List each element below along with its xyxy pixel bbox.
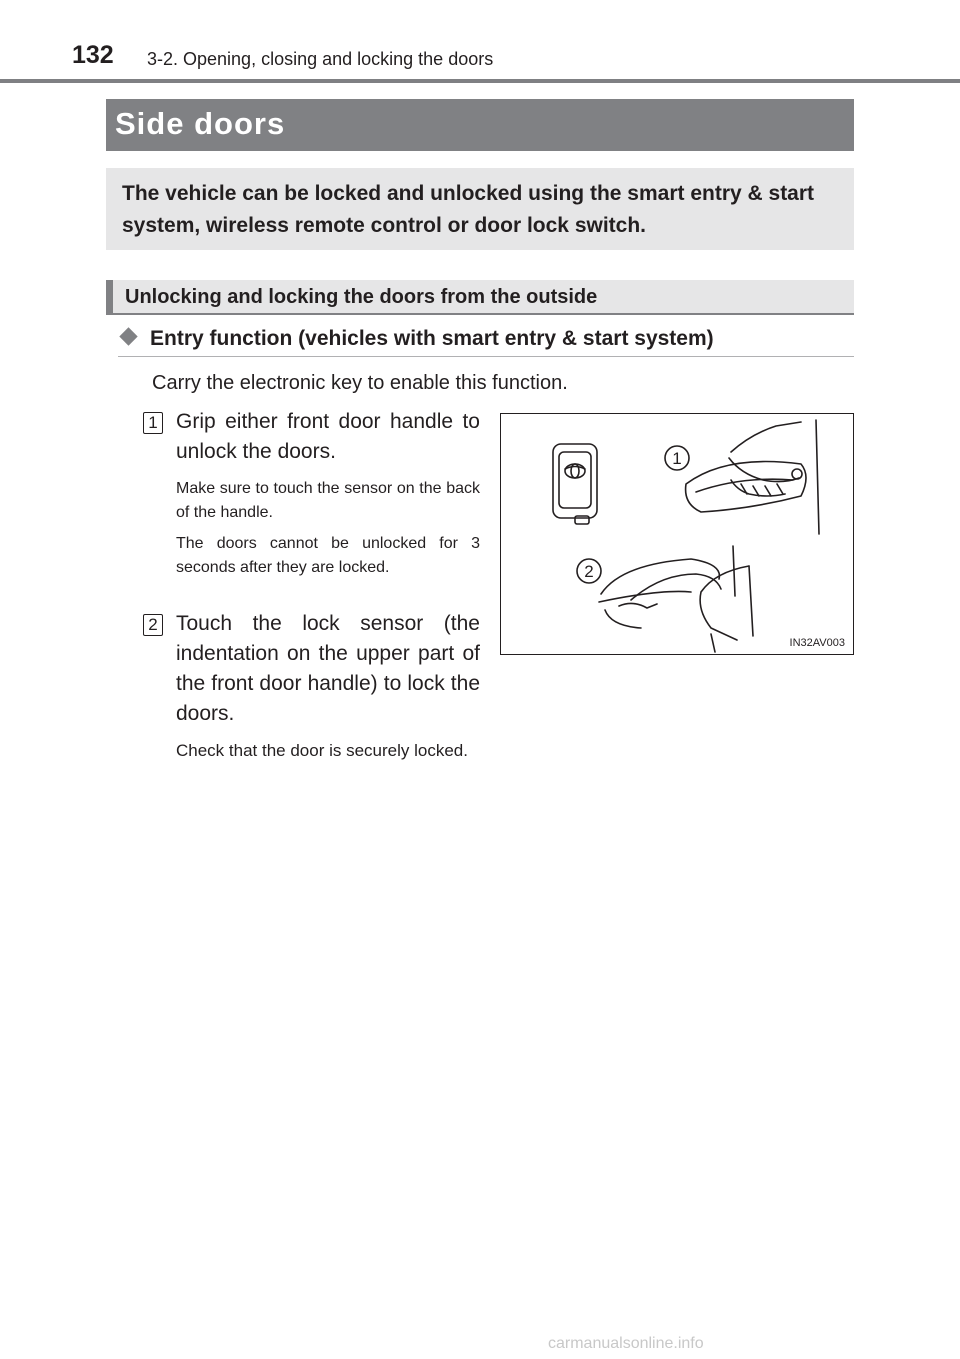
section-heading: Unlocking and locking the doors from the outside <box>125 286 598 308</box>
page-title: Side doors <box>115 106 286 141</box>
section-accent <box>106 280 113 313</box>
page-header <box>0 0 960 84</box>
step-2-note: Check that the door is securely locked. <box>176 741 468 760</box>
chapter-title: 3-2. Opening, closing and locking the doors <box>147 49 494 69</box>
header-divider <box>0 79 960 83</box>
page-number: 132 <box>72 41 114 69</box>
front-door-handle-grip <box>686 420 819 534</box>
step-1-text: Grip either front door handle to unlock the doors. <box>176 410 480 463</box>
step-1-note-1: Make sure to touch the sensor on the back of the handle. <box>176 480 480 521</box>
illustration-code: IN32AV003 <box>789 637 845 649</box>
intro-box <box>106 168 854 250</box>
page-title-bar <box>106 99 854 151</box>
sub-heading <box>118 322 854 357</box>
intro-text: The vehicle can be locked and unlocked using the smart entry & start system, wireless remote control or door lock switch. <box>122 182 815 237</box>
callout-2: 2 <box>584 562 594 581</box>
door-handle-illustration <box>500 413 854 655</box>
smart-key-icon <box>553 444 597 524</box>
callout-1: 1 <box>672 449 682 468</box>
illustration-drawing <box>501 414 853 654</box>
front-door-handle-lock-sensor <box>599 546 753 652</box>
step-1-note-2: The doors cannot be unlocked for 3 seconds after they are locked. <box>176 535 480 576</box>
step-number-1: 1 <box>143 412 163 434</box>
section-heading-bar <box>106 280 854 315</box>
step-2-text: Touch the lock sensor (the indentation on the upper part of the front door handle) to lock the doors. <box>176 612 480 725</box>
step-number-2: 2 <box>143 614 163 636</box>
diamond-bullet-icon <box>119 327 137 345</box>
footer-watermark[interactable]: carmanualsonline.info <box>548 1335 704 1352</box>
lead-text: Carry the electronic key to enable this function. <box>152 372 568 394</box>
sub-heading-text: Entry function (vehicles with smart entry & start system) <box>150 327 714 350</box>
